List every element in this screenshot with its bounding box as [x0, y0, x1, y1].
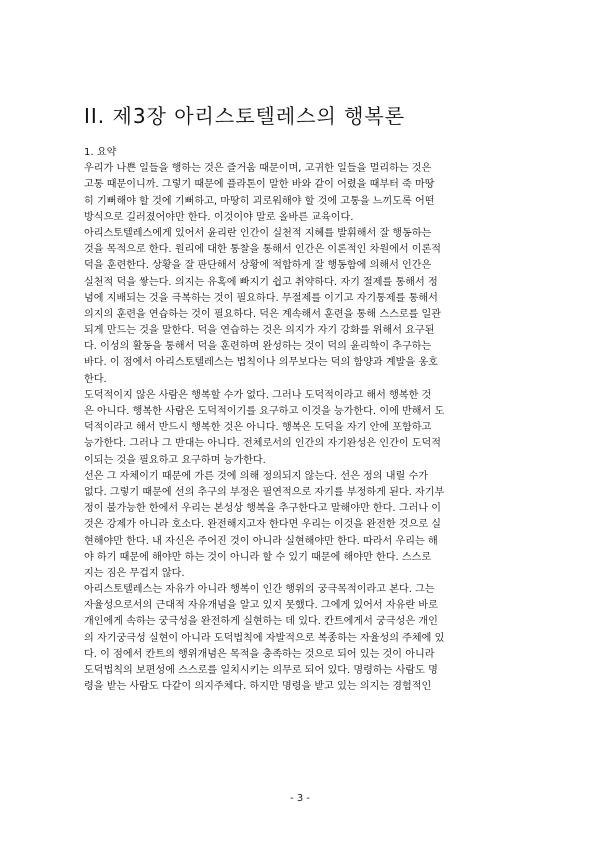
text-line: 다. 이성의 활동을 통해서 덕을 훈련하며 완성하는 것이 덕의 윤리학이 추구하는 — [84, 341, 432, 353]
text-line: 덕적이라고 해서 반드시 행복한 것은 아니다. 행복은 도덕을 자기 안에 포함하고 — [84, 422, 432, 434]
text-line: 히 기뻐해야 할 것에 기뻐하고, 마땅히 괴로워해야 할 것에 고통을 느끼도록 어떤 — [84, 195, 435, 207]
text-line: 우리가 나쁜 일들을 행하는 것은 즐거움 때문이며, 고귀한 일들을 멀리하는 것은 — [84, 163, 432, 175]
text-line: 다. 이 점에서 칸트의 행위개념은 목적을 충족하는 것으로 되어 있는 것이 아니라 — [84, 648, 435, 660]
text-line: 념에 지배되는 것을 극복하는 것이 필요하다. 무절제를 이기고 자기통제를 통해서 — [84, 292, 438, 304]
page-number: - 3 - — [290, 793, 310, 804]
text-line: 도덕법칙의 보편성에 스스로를 일치시키는 의무로 되어 있다. 명령하는 사람도 명 — [84, 665, 438, 676]
text-line: 의지의 훈련을 연습하는 것이 필요하다. 덕은 계속해서 훈련을 통해 스스로를 일관 — [84, 308, 442, 320]
text-line: 것을 목적으로 한다. 원리에 대한 통찰을 통해서 인간은 이론적인 차원에서 이론적 — [84, 244, 442, 256]
text-line: 은 아니다. 행복한 사람은 도덕적이기를 요구하고 이것을 능가한다. 이에 반해서 도 — [84, 406, 445, 417]
text-line: 되게 만드는 것을 말한다. 덕을 연습하는 것은 의지가 자기 강화를 위해서 요구된 — [84, 325, 435, 337]
text-line: 능가한다. 그러나 그 반대는 아니다. 전체로서의 인간의 자기완성은 인간이 도덕적 — [84, 438, 442, 450]
text-line: 개인에게 속하는 궁극성을 완전하게 실현하는 데 있다. 칸트에게서 궁극성은 개인 — [84, 616, 438, 628]
text-line: 덕을 훈련한다. 상황을 잘 판단해서 상황에 적합하게 잘 행동함에 의해서 인간은 — [84, 260, 432, 272]
chapter-title: II. 제3장 아리스토텔레스의 행복론 — [84, 104, 406, 128]
text-line: 자율성으로서의 근대적 자유개념을 알고 있지 못했다. 그에게 있어서 자유란 바로 — [84, 600, 438, 612]
text-line: 령을 받는 사람도 다같이 의지주체다. 하지만 명령을 받고 있는 의지는 경험적인 — [84, 681, 432, 693]
text-line: 의 자기궁극성 실현이 아니라 도덕법칙에 자발적으로 복종하는 자율성의 주체에 있 — [84, 632, 445, 644]
body-text — [84, 145, 514, 695]
text-line: 없다. 그렇기 때문에 선의 추구의 부정은 필연적으로 자기를 부정하게 된다. 자기부 — [84, 486, 445, 498]
text-line: 바다. 이 점에서 아리스토텔레스는 법칙이나 의무보다는 덕의 함양과 계발을 옹호 — [84, 357, 438, 369]
text-line: 선은 그 자체이기 때문에 가른 것에 의해 정의되지 않는다. 선은 정의 내릴 수가 — [84, 470, 428, 482]
text-line: 아리스토텔레스는 자유가 아니라 행복이 인간 행위의 궁극목적이라고 본다. 그는 — [84, 584, 435, 596]
text-line: 실천적 덕을 쌓는다. 의지는 유혹에 빠지기 쉽고 취약하다. 자기 절제를 통해서 정 — [84, 276, 438, 288]
text-line: 정이 불가능한 한에서 우리는 본성상 행복을 추구한다고 말해야만 한다. 그러나 이 — [84, 503, 442, 515]
text-line: 것은 강제가 아니라 호소다. 완전해지고자 한다면 우리는 이것을 완전한 것으로 실 — [84, 519, 442, 531]
text-line: 야 하기 때문에 해야만 하는 것이 아니라 할 수 있기 때문에 해야만 한다. 스스로 — [84, 551, 432, 563]
text-line: 아리스토텔레스에게 있어서 윤리란 인간이 실천적 지혜를 발휘해서 잘 행동하는 — [84, 227, 432, 239]
text-line: 지는 짐은 무겁지 않다. — [84, 567, 185, 579]
text-line: 현해야만 한다. 내 자신은 주어진 것이 아니라 실현해야만 한다. 따라서 우리는 해 — [84, 535, 438, 547]
text-line: 도덕적이지 않은 사람은 행복할 수가 없다. 그러나 도덕적이라고 해서 행복한 것 — [84, 389, 432, 401]
text-line: 이되는 것을 필요하고 요구하며 능가한다. — [84, 454, 266, 466]
text-line: 고통 때문이니까. 그렇기 때문에 플라톤이 말한 바와 같이 어렸을 때부터 죽 마땅 — [84, 179, 435, 191]
text-line: 방식으로 길러졌어야만 한다. 이것이야 말로 올바른 교육이다. — [84, 211, 354, 223]
text-line: 1. 요약 — [84, 147, 117, 158]
text-line: 한다. — [84, 373, 107, 385]
